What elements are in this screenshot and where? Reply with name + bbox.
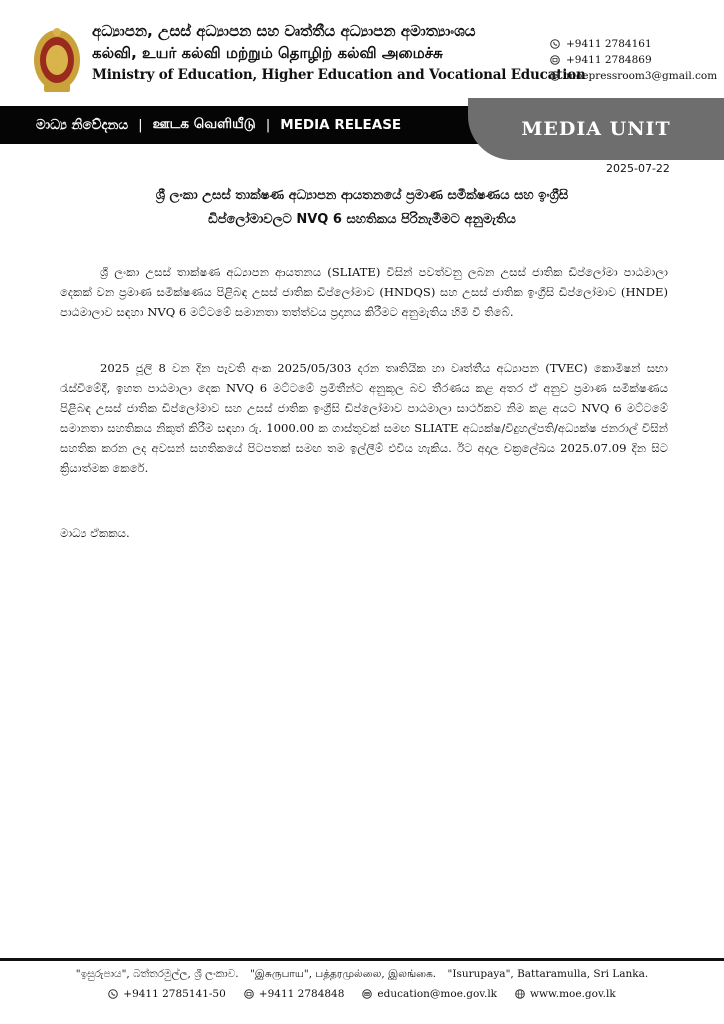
ministry-name-english: Ministry of Education, Higher Education and Vocational Education [92, 67, 586, 83]
banner-separator: | [138, 117, 143, 133]
footer-fax-text: +9411 2784848 [258, 988, 345, 1000]
header-email-text: moepressroom3@gmail.com [566, 70, 718, 82]
body-paragraph-1-text: ශ්‍රී ලංකා උසස් තාක්ෂණ අධ්‍යාපන ආයතනය (SLIATE) විසින් පවත්වනු ලබන උසස් ජාතික ඩිප්ලෝමා පාඨමාලා දෙකක් වන ප්‍රමාණ සමීක්ෂණය පිළිබඳ උසස් ජාතික ඩිප්ලෝමාව (HNDQS) සහ උසස් ජාතික ඉංග්‍රීසි ඩිප්ලෝමාව (HNDE) පාඨමාලාව සඳහා NVQ 6 මට්ටමේ සමානතා තත්ත්වය ප්‍රදානය කිරීමට අනුමැතිය හිමි වී තිබේ. [60, 265, 668, 319]
banner-title-english: MEDIA RELEASE [280, 117, 402, 133]
body-paragraph-2 [60, 358, 668, 478]
footer-email-text: education@moe.gov.lk [377, 988, 498, 1000]
header-phone-1-text: +9411 2784161 [566, 38, 652, 50]
footer-website-text: www.moe.gov.lk [530, 988, 616, 1000]
banner-separator: | [265, 117, 271, 133]
fax-icon [550, 55, 560, 65]
footer-address-sinhala: "ඉසුරුපාය", බත්තරමුල්ල, ශ්‍රී ලංකාව. [75, 968, 239, 980]
phone-icon [550, 39, 560, 49]
release-title-line-2: ඩිප්ලෝමාවලට NVQ 6 සහතිකය පිරිනැමීමට අනුමැතිය [208, 212, 516, 227]
ministry-name-tamil: கல்வி, உயர் கல்வி மற்றும் தொழிற் கல்வி அமைச்சு [92, 44, 443, 62]
sri-lanka-emblem [32, 24, 82, 96]
globe-icon [515, 989, 525, 999]
footer-address [0, 968, 724, 981]
footer-fax [244, 988, 345, 1000]
banner-titles [36, 106, 401, 144]
fax-icon [244, 989, 254, 999]
ministry-name [92, 20, 586, 86]
signoff: මාධ්‍ය ඒකකය. [60, 526, 130, 540]
ministry-name-sinhala: අධ්‍යාපන, උසස් අධ්‍යාපන සහ වෘත්තීය අධ්‍යාපන අමාත්‍යාංශය [92, 22, 476, 40]
footer-website [515, 988, 616, 1000]
email-icon [362, 989, 372, 999]
release-title-line-1: ශ්‍රී ලංකා උසස් තාක්ෂණ අධ්‍යාපන ආයතනයේ ප්‍රමාණ සමීක්ෂණය සහ ඉංග්‍රීසි [155, 188, 569, 203]
body-paragraph-2-text: 2025 ජූලි 8 වන දින පැවති අංක 2025/05/303 දරන තෘතියික හා වෘත්තීය අධ්‍යාපන (TVEC) කොමිෂන් සභා රැස්වීමේදී, ඉහත පාඨමාලා දෙක NVQ 6 මට්ටමේ ප්‍රමිතීන්ට අනුකූල බව තීරණය කළ අතර ඒ අනුව ප්‍රමාණ සමීක්ෂණය පිළිබඳ උසස් ජාතික ඩිප්ලෝමාව සහ උසස් ජාතික ඉංග්‍රීසි ඩිප්ලෝමාව පාඨමාලා සාර්ථකව නිම කළ අයට NVQ 6 මට්ටමේ සමානතා සහතිකය නිකුත් කිරීම සඳහා රු. 1000.00 ක ගාස්තුවක් සමඟ SLIATE අධ්‍යක්ෂ/විදුහල්පති/අධ්‍යක්ෂ ජනරාල් විසින් සහතික කරන ලද අවසන් සහතිකයේ පිටපතක් සමඟ තම ඉල්ලීම් එවිය හැකිය. ඊට අදාල චක්‍රලේඛය 2025.07.09 දින සිට ක්‍රියාත්මක කෙරේ. [60, 361, 668, 475]
header-phone-2 [550, 52, 717, 68]
footer-email [362, 988, 497, 1000]
footer-phone-text: +9411 2785141-50 [123, 988, 226, 1000]
footer-contacts [0, 988, 724, 1000]
header-email [550, 68, 717, 84]
body-paragraph-1 [60, 262, 668, 322]
footer-address-tamil: "இசுருபாய", பத்தரமுல்லை, இலங்கை. [249, 968, 437, 980]
footer-address-english: "Isurupaya", Battaramulla, Sri Lanka. [447, 968, 649, 980]
release-title [60, 184, 664, 232]
banner-title-sinhala: මාධ්‍ය නිවේදනය [36, 117, 129, 133]
header-phone-1 [550, 36, 717, 52]
email-icon [550, 71, 560, 81]
footer-divider [0, 958, 724, 961]
media-unit-tab: MEDIA UNIT [468, 98, 724, 160]
phone-icon [108, 989, 118, 999]
release-date: 2025-07-22 [606, 162, 670, 175]
header-phone-2-text: +9411 2784869 [566, 54, 652, 66]
footer-phone [108, 988, 226, 1000]
header-contacts [550, 36, 717, 84]
banner-title-tamil: ஊடக வெளியீடு [152, 116, 256, 132]
